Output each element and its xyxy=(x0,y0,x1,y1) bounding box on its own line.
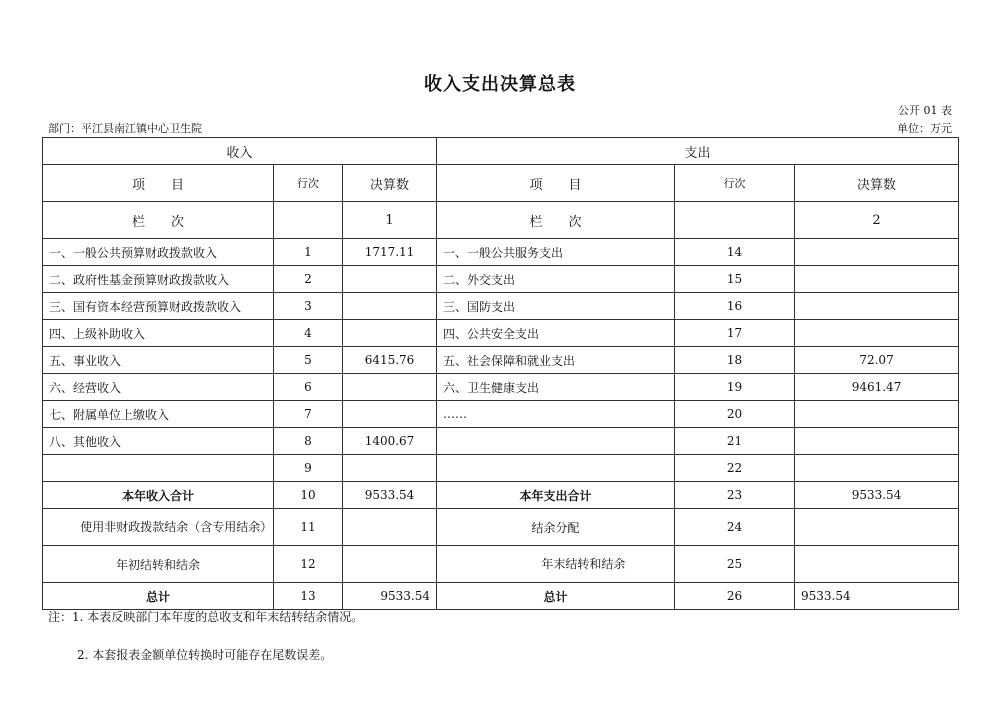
column-row-label: 栏 次 xyxy=(43,202,274,239)
expense-line-no: 17 xyxy=(675,320,795,347)
expense-line-no: 21 xyxy=(675,428,795,455)
income-line-no: 13 xyxy=(274,583,343,610)
income-item-text: 使用非财政拨款结余（含专用结余） xyxy=(80,519,273,534)
income-line-no: 10 xyxy=(274,482,343,509)
table-row xyxy=(43,293,959,320)
table-row xyxy=(43,239,959,266)
income-item: 年初结转和结余 xyxy=(43,546,274,583)
expense-line-no: 16 xyxy=(675,293,795,320)
expense-amount-header: 决算数 xyxy=(795,165,959,202)
unit-label: 单位：万元 xyxy=(897,122,952,135)
expense-item: 五、社会保障和就业支出 xyxy=(437,347,675,374)
table-row xyxy=(43,455,959,482)
income-year-total-label: 本年收入合计 xyxy=(43,482,274,509)
expense-item: …… xyxy=(437,401,675,428)
table-row xyxy=(43,266,959,293)
column-row-label: 栏 次 xyxy=(437,202,675,239)
expense-amount: 9461.47 xyxy=(795,374,959,401)
table-row xyxy=(43,428,959,455)
expense-line-no: 18 xyxy=(675,347,795,374)
expense-amount xyxy=(795,320,959,347)
table-row xyxy=(43,401,959,428)
income-amount: 1400.67 xyxy=(343,428,437,455)
income-grand-total-label: 总计 xyxy=(43,583,274,610)
expense-line-header: 行次 xyxy=(675,165,795,202)
income-line-no: 9 xyxy=(274,455,343,482)
expense-item: 六、卫生健康支出 xyxy=(437,374,675,401)
income-expense-table xyxy=(42,137,959,610)
page-title: 收入支出决算总表 xyxy=(424,74,576,95)
expense-item: 结余分配 xyxy=(437,509,675,546)
expense-amount xyxy=(795,428,959,455)
income-item: 二、政府性基金预算财政拨款收入 xyxy=(43,266,274,293)
income-line-no: 4 xyxy=(274,320,343,347)
income-amount: 9533.54 xyxy=(343,482,437,509)
income-line-no: 3 xyxy=(274,293,343,320)
note-1: 注：1. 本表反映部门本年度的总收支和年末结转结余情况。 xyxy=(48,610,364,624)
empty-cell xyxy=(274,202,343,239)
expense-item-header: 项 目 xyxy=(437,165,675,202)
expense-item-text: 年末结转和结余 xyxy=(541,556,626,571)
table-row xyxy=(43,374,959,401)
empty-cell xyxy=(675,202,795,239)
income-item: 六、经营收入 xyxy=(43,374,274,401)
expense-amount: 72.07 xyxy=(795,347,959,374)
income-item xyxy=(43,509,274,546)
income-amount xyxy=(343,266,437,293)
income-item xyxy=(43,455,274,482)
income-item: 一、一般公共预算财政拨款收入 xyxy=(43,239,274,266)
income-amount xyxy=(343,455,437,482)
expense-line-no: 23 xyxy=(675,482,795,509)
table-row xyxy=(43,347,959,374)
column-number: 1 xyxy=(343,202,437,239)
income-amount xyxy=(343,374,437,401)
income-line-no: 12 xyxy=(274,546,343,583)
expense-line-no: 24 xyxy=(675,509,795,546)
income-line-no: 1 xyxy=(274,239,343,266)
income-line-no: 2 xyxy=(274,266,343,293)
income-amount xyxy=(343,320,437,347)
expense-item xyxy=(437,546,675,583)
table-row xyxy=(43,509,959,546)
income-line-no: 5 xyxy=(274,347,343,374)
income-line-no: 8 xyxy=(274,428,343,455)
income-item: 三、国有资本经营预算财政拨款收入 xyxy=(43,293,274,320)
expense-line-no: 25 xyxy=(675,546,795,583)
expense-amount xyxy=(795,546,959,583)
income-line-no: 11 xyxy=(274,509,343,546)
expense-line-no: 22 xyxy=(675,455,795,482)
expense-item: 四、公共安全支出 xyxy=(437,320,675,347)
income-item: 四、上级补助收入 xyxy=(43,320,274,347)
expense-year-total-label: 本年支出合计 xyxy=(437,482,675,509)
expense-amount xyxy=(795,239,959,266)
form-number: 公开 01 表 xyxy=(898,104,952,117)
expense-item: 一、一般公共服务支出 xyxy=(437,239,675,266)
income-amount: 6415.76 xyxy=(343,347,437,374)
income-line-no: 7 xyxy=(274,401,343,428)
column-number: 2 xyxy=(795,202,959,239)
expense-amount xyxy=(795,266,959,293)
expense-amount xyxy=(795,401,959,428)
income-amount xyxy=(343,293,437,320)
expense-item xyxy=(437,428,675,455)
expense-amount: 9533.54 xyxy=(795,583,959,610)
expense-amount xyxy=(795,509,959,546)
table-row-year-total xyxy=(43,482,959,509)
income-amount xyxy=(343,546,437,583)
income-amount xyxy=(343,401,437,428)
expense-line-no: 20 xyxy=(675,401,795,428)
expense-item: 二、外交支出 xyxy=(437,266,675,293)
income-amount: 1717.11 xyxy=(343,239,437,266)
income-section-header: 收入 xyxy=(43,138,437,165)
table-row xyxy=(43,546,959,583)
income-amount xyxy=(343,509,437,546)
expense-line-no: 14 xyxy=(675,239,795,266)
income-item: 八、其他收入 xyxy=(43,428,274,455)
expense-section-header: 支出 xyxy=(437,138,959,165)
expense-line-no: 26 xyxy=(675,583,795,610)
expense-amount xyxy=(795,455,959,482)
expense-line-no: 15 xyxy=(675,266,795,293)
expense-line-no: 19 xyxy=(675,374,795,401)
expense-item: 三、国防支出 xyxy=(437,293,675,320)
table-row xyxy=(43,320,959,347)
income-amount: 9533.54 xyxy=(343,583,437,610)
income-line-header: 行次 xyxy=(274,165,343,202)
income-item-header: 项 目 xyxy=(43,165,274,202)
expense-amount: 9533.54 xyxy=(795,482,959,509)
department-label: 部门：平江县南江镇中心卫生院 xyxy=(48,122,202,135)
income-item: 五、事业收入 xyxy=(43,347,274,374)
income-line-no: 6 xyxy=(274,374,343,401)
expense-amount xyxy=(795,293,959,320)
expense-grand-total-label: 总计 xyxy=(437,583,675,610)
table-row-grand-total xyxy=(43,583,959,610)
income-amount-header: 决算数 xyxy=(343,165,437,202)
expense-item xyxy=(437,455,675,482)
income-item: 七、附属单位上缴收入 xyxy=(43,401,274,428)
note-2: 2. 本套报表金额单位转换时可能存在尾数误差。 xyxy=(77,648,333,662)
